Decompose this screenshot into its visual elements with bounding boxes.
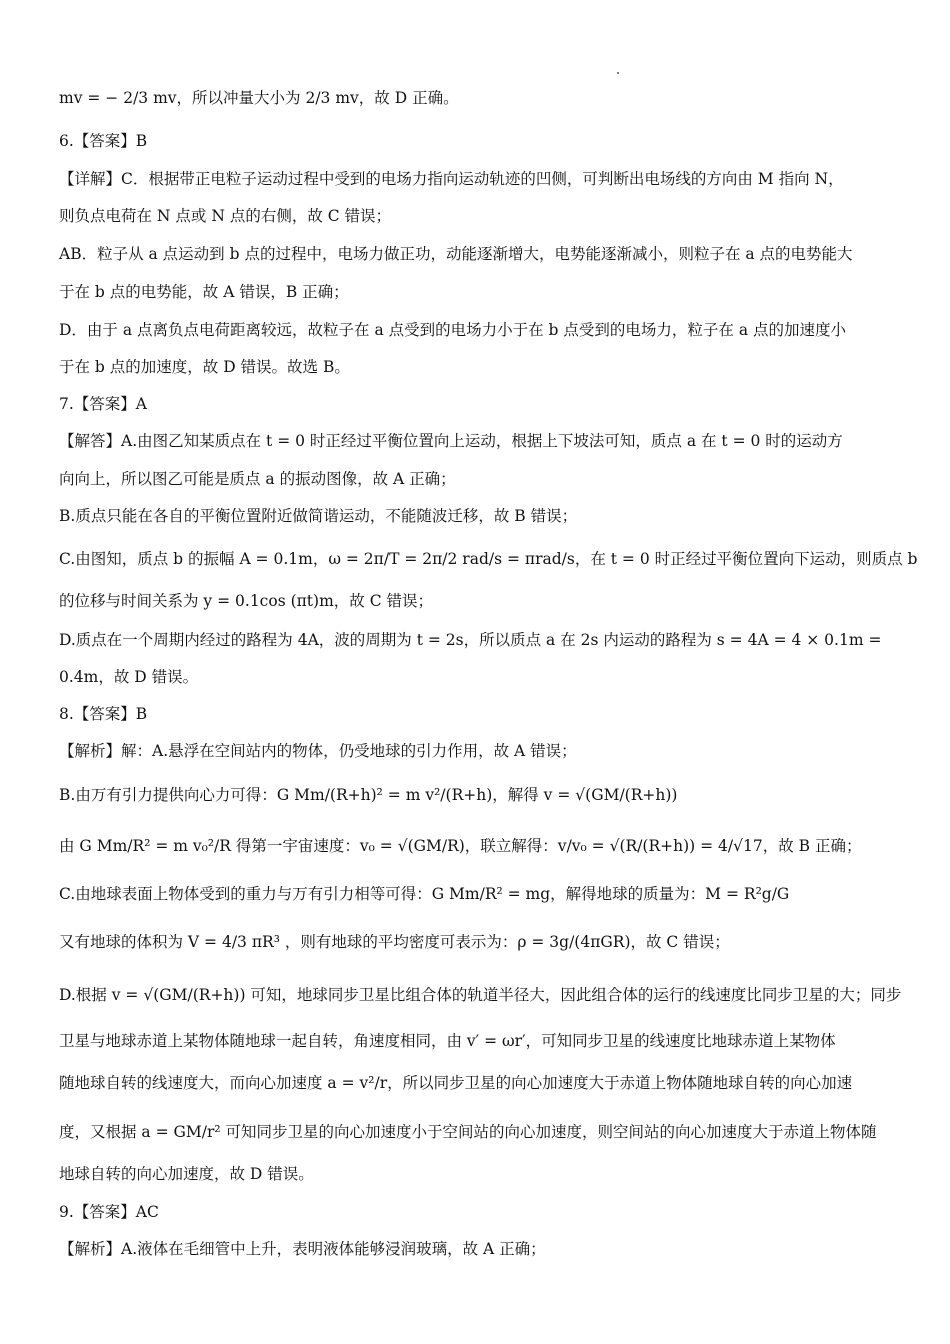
text-line-11: 向向上，所以图乙可能是质点 a 的振动图像，故 A 正确； [59,470,456,488]
text-line-5: AB．粒子从 a 点运动到 b 点的过程中，电场力做正功，动能逐渐增大，电势能逐渐减小，则粒子在 a 点的电势能大 [59,245,853,263]
text-line-21: C.由地球表面上物体受到的重力与万有引力相等可得：G Mm/R² = mg，解得地球的质量为：M = R²g/G [59,885,790,903]
text-line-27: 地球自转的向心加速度，故 D 错误。 [59,1165,314,1183]
answer-6: 6.【答案】B [59,132,148,150]
answer-7: 7.【答案】A [59,395,147,413]
text-line-18: 【解析】解：A.悬浮在空间站内的物体，仍受地球的引力作用，故 A 错误； [59,742,577,760]
text-line-4: 则负点电荷在 N 点或 N 点的右侧，故 C 错误； [59,207,392,225]
answer-8: 8.【答案】B [59,705,148,723]
text-line-20: 由 G Mm/R² = m v₀²/R 得第一宇宙速度：v₀ = √(GM/R)，联立解得：v/v₀ = √(R/(R+h)) = 4/√17，故 B 正确； [59,837,862,855]
text-line-13: C.由图知，质点 b 的振幅 A = 0.1m，ω = 2π/T = 2π/2 rad/s = πrad/s，在 t = 0 时正经过平衡位置向下运动，则质点 b [59,550,918,568]
text-line-3: 【详解】C．根据带正电粒子运动过程中受到的电场力指向运动轨迹的凹侧，可判断出电场线的方向由 M 指向 N， [59,170,844,188]
text-line-16: 0.4m，故 D 错误。 [59,668,199,686]
text-line-7: D．由于 a 点离负点电荷距离较远，故粒子在 a 点受到的电场力小于在 b 点受到的电场力，粒子在 a 点的加速度小 [59,321,846,339]
text-line-23: D.根据 v = √(GM/(R+h)) 可知，地球同步卫星比组合体的轨道半径大，因此组合体的运行的线速度比同步卫星的大；同步 [59,986,902,1004]
text-line-6: 于在 b 点的电势能，故 A 错误，B 正确； [59,283,349,301]
text-line-25: 随地球自转的线速度大，而向心加速度 a = v²/r，所以同步卫星的向心加速度大于赤道上物体随地球自转的向心加速 [59,1074,853,1092]
text-line-24: 卫星与地球赤道上某物体随地球一起自转，角速度相同，由 v′ = ωr′，可知同步卫星的线速度比地球赤道上某物体 [59,1032,836,1050]
text-line-8: 于在 b 点的加速度，故 D 错误。故选 B。 [59,358,350,376]
text-line-19: B.由万有引力提供向心力可得：G Mm/(R+h)² = m v²/(R+h)，解得 v = √(GM/(R+h)) [59,786,678,804]
text-line-10: 【解答】A.由图乙知某质点在 t = 0 时正经过平衡位置向上运动，根据上下坡法可知，质点 a 在 t = 0 时的运动方 [59,432,843,450]
text-line-29: 【解析】A.液体在毛细管中上升，表明液体能够浸润玻璃，故 A 正确； [59,1240,546,1258]
text-line-22: 又有地球的体积为 V = 4/3 πR³ ，则有地球的平均密度可表示为：ρ = 3g/(4πGR)，故 C 错误； [59,933,730,951]
text-line-14: 的位移与时间关系为 y = 0.1cos (πt)m，故 C 错误； [59,592,433,610]
text-line-1: mv = − 2/3 mv，所以冲量大小为 2/3 mv，故 D 正确。 [59,89,459,107]
text-line-12: B.质点只能在各自的平衡位置附近做简谐运动，不能随波迁移，故 B 错误； [59,507,578,525]
text-line-26: 度，又根据 a = GM/r² 可知同步卫星的向心加速度小于空间站的向心加速度，则空间站的向心加速度大于赤道上物体随 [59,1123,877,1141]
text-line-15: D.质点在一个周期内经过的路程为 4A，波的周期为 t = 2s，所以质点 a 在 2s 内运动的路程为 s = 4A = 4 × 0.1m = [59,631,882,649]
answer-9: 9.【答案】AC [59,1203,159,1221]
stray-dot [617,72,619,74]
